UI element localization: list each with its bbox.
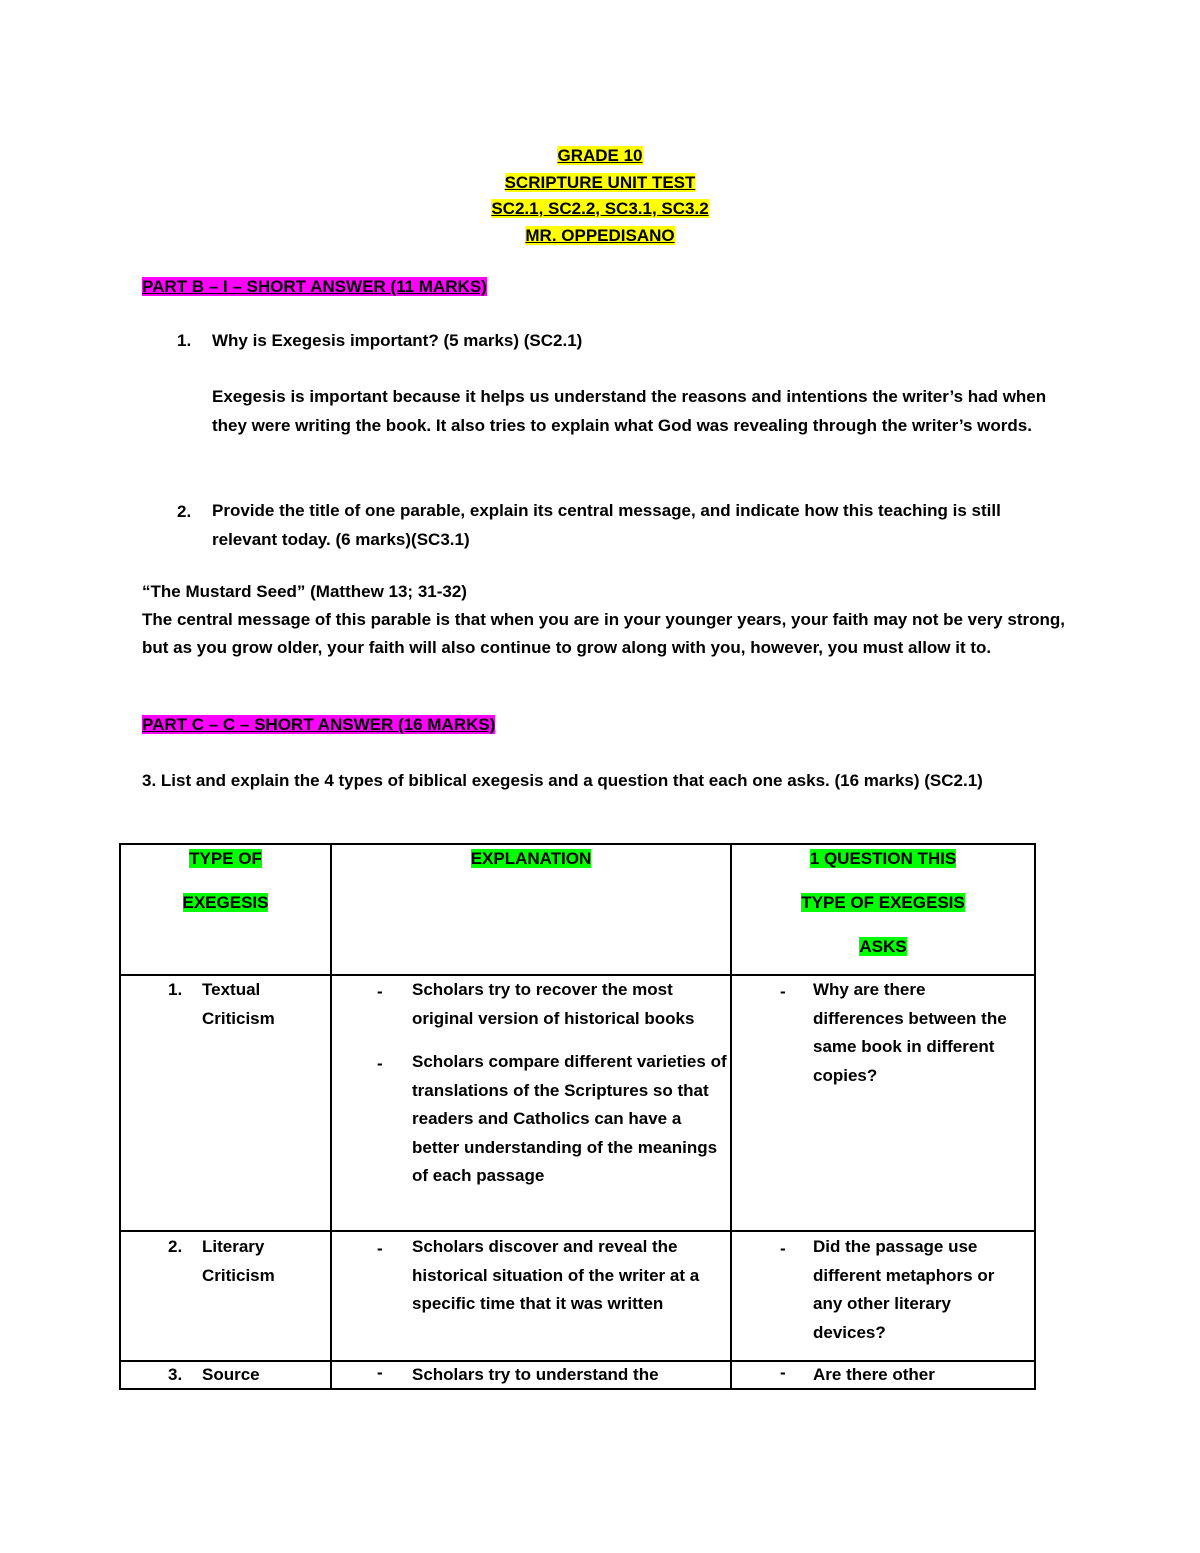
document-header [0,143,1200,249]
header-question-line: ASKS [859,937,907,956]
bullet-dash: - [377,1054,383,1073]
table-border-left [119,843,121,1390]
header-question-line: 1 QUESTION THIS [809,849,957,868]
row-2-explanation-1: Scholars discover and reveal the historical situation of the writer at a specific time that it was written [412,1237,700,1313]
row-3-type: Source [202,1365,260,1384]
bullet-dash: - [377,1363,383,1382]
row-1-type: Textual Criticism [202,980,275,1028]
part-c-heading-text: PART C – C – SHORT ANSWER (16 MARKS) [142,715,496,734]
header-type-line: TYPE OF [189,849,262,868]
part-b-heading [142,277,487,297]
bullet-dash: - [780,982,786,1001]
curriculum-codes: SC2.1, SC2.2, SC3.1, SC3.2 [491,199,709,218]
part-b-heading-text: PART B – I – SHORT ANSWER (11 MARKS) [142,277,487,296]
question-1-answer: Exegesis is important because it helps us understand the reasons and intentions the writer’s had when they were writing the book. It also tries to explain what God was revealing through the writer’s words. [212,387,1047,435]
header-type-of-exegesis [121,837,330,925]
row-1-number: 1. [168,980,183,999]
bullet-dash: - [780,1239,786,1258]
question-1-text: Why is Exegesis important? (5 marks) (SC2.1) [212,331,583,350]
row-1-explanation-1: Scholars try to recover the most original version of historical books [412,980,695,1028]
row-1-question: Why are there differences between the same book in different copies? [813,980,1007,1085]
part-c-heading [142,715,495,735]
bullet-dash: - [377,982,383,1001]
question-2-number: 2. [177,502,192,521]
row-2-question: Did the passage use different metaphors or any other literary devices? [813,1237,995,1342]
question-2-text: Provide the title of one parable, explain its central message, and indicate how this teaching is still relevant today. (6 marks)(SC3.1) [212,501,1001,549]
row-3-question: Are there other [813,1365,935,1384]
header-explanation-text: EXPLANATION [470,849,592,868]
header-explanation [332,837,730,881]
question-3-text: 3. List and explain the 4 types of biblical exegesis and a question that each one asks. (16 marks) (SC2.1) [142,771,983,790]
header-question [732,837,1034,969]
table-border-right [1034,843,1036,1390]
bullet-dash: - [780,1363,786,1382]
table-row-divider [119,1230,1036,1232]
row-3-number: 3. [168,1365,183,1384]
question-1-number: 1. [177,331,192,350]
row-3-explanation-1: Scholars try to understand the [412,1365,659,1384]
table-column-divider [330,843,332,1390]
row-2-number: 2. [168,1237,183,1256]
test-title: SCRIPTURE UNIT TEST [504,172,696,192]
header-question-line: TYPE OF EXEGESIS [801,893,965,912]
parable-answer: The central message of this parable is that when you are in your younger years, your faith may not be very strong, but as you grow older, your faith will also continue to grow along with you, however, you must allow it to. [142,610,1065,657]
row-1-explanation-2: Scholars compare different varieties of translations of the Scriptures so that readers and Catholics can have a better understanding of the meanings of each passage [412,1052,727,1185]
exegesis-table [119,843,1036,1390]
grade-title: GRADE 10 [557,146,643,165]
row-2-type: Literary Criticism [202,1237,275,1285]
bullet-dash: - [377,1239,383,1258]
header-type-line: EXEGESIS [182,893,269,912]
parable-title: “The Mustard Seed” (Matthew 13; 31-32) [142,582,467,601]
teacher-name: MR. OPPEDISANO [525,225,675,245]
